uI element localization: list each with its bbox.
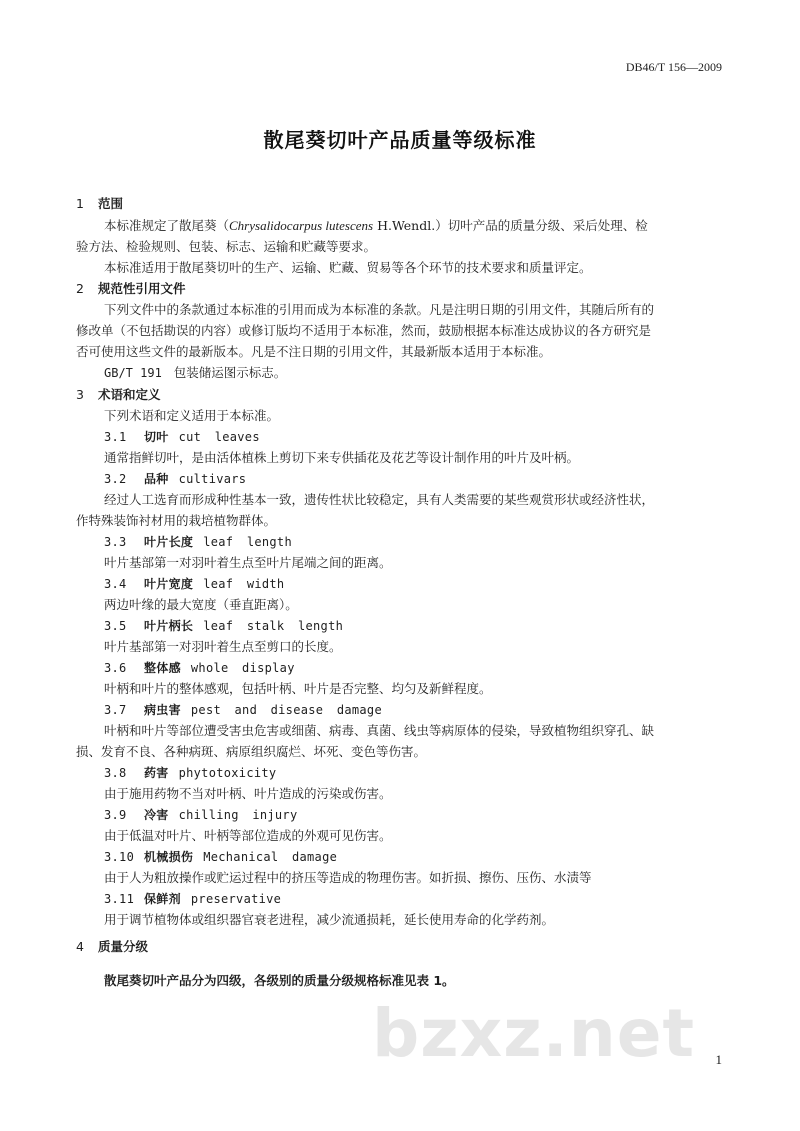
term-heading: 3.7 病虫害 pest and disease damage (104, 703, 382, 717)
site-watermark: bzxz.net (372, 995, 696, 1072)
term-heading: 3.2 品种 cultivars (104, 472, 247, 486)
term-heading: 3.1 切叶 cut leaves (104, 430, 260, 444)
term-definition: 经过人工选育而形成种性基本一致，遗传性状比较稳定，具有人类需要的某些观赏形状或经济性状， (104, 492, 655, 507)
term-heading: 3.5 叶片柄长 leaf stalk length (104, 619, 344, 633)
scope-paragraph-line: 本标准规定了散尾葵（Chrysalidocarpus lutescens H.Wendl.）切叶产品的质量分级、采后处理、检 (104, 218, 648, 233)
term-heading: 3.3 叶片长度 leaf length (104, 535, 292, 549)
section-heading-normative-references: 2 规范性引用文件 (76, 281, 186, 296)
term-heading: 3.6 整体感 whole display (104, 661, 295, 675)
scope-paragraph-line: 本标准适用于散尾葵切叶的生产、运输、贮藏、贸易等各个环节的技术要求和质量评定。 (104, 260, 592, 275)
term-heading: 3.8 药害 phytotoxicity (104, 766, 277, 780)
terms-intro: 下列术语和定义适用于本标准。 (104, 408, 280, 423)
reference-item (104, 363, 724, 383)
latin-species-name: Chrysalidocarpus lutescens (229, 218, 374, 233)
term-definition: 叶片基部第一对羽叶着生点至叶片尾端之间的距离。 (104, 555, 392, 570)
term-definition: 通常指鲜切叶，是由活体植株上剪切下来专供插花及花艺等设计制作用的叶片及叶柄。 (104, 450, 580, 465)
term-definition: 损、发育不良、各种病斑、病原组织腐烂、坏死、变色等伤害。 (76, 744, 427, 759)
term-heading: 3.10 机械损伤 Mechanical damage (104, 850, 338, 864)
page-number: 1 (715, 1052, 722, 1067)
document-code: DB46/T 156—2009 (625, 60, 722, 74)
section-heading-scope: 1 范围 (76, 196, 124, 211)
reference-code: GB/T 191 (104, 366, 162, 380)
section-heading-quality-grading: 4 质量分级 (76, 939, 149, 954)
scope-paragraph-line: 验方法、检验规则、包装、标志、运输和贮藏等要求。 (76, 239, 377, 254)
references-paragraph-line: 修改单（不包括勘误的内容）或修订版均不适用于本标准，然而，鼓励根据本标准达成协议的各方研究是 (76, 323, 652, 338)
reference-title: 包装储运图示标志。 (173, 365, 287, 380)
grading-paragraph: 散尾葵切叶产品分为四级，各级别的质量分级规格标准见表 1。 (104, 973, 455, 988)
term-definition: 作特殊装饰衬材用的栽培植物群体。 (76, 513, 277, 528)
references-paragraph-line: 下列文件中的条款通过本标准的引用而成为本标准的条款。凡是注明日期的引用文件，其随后所有的 (104, 302, 655, 317)
term-heading: 3.4 叶片宽度 leaf width (104, 577, 285, 591)
term-definition: 由于低温对叶片、叶柄等部位造成的外观可见伤害。 (104, 828, 392, 843)
term-definition: 由于人为粗放操作或贮运过程中的挤压等造成的物理伤害。如折损、擦伤、压伤、水渍等 (104, 870, 592, 885)
term-definition: 用于调节植物体或组织器官衰老进程，减少流通损耗，延长使用寿命的化学药剂。 (104, 912, 555, 927)
term-definition: 叶柄和叶片的整体感观，包括叶柄、叶片是否完整、均匀及新鲜程度。 (104, 681, 492, 696)
term-definition: 叶柄和叶片等部位遭受害虫危害或细菌、病毒、真菌、线虫等病原体的侵染，导致植物组织穿孔、缺 (104, 723, 655, 738)
term-heading: 3.9 冷害 chilling injury (104, 808, 298, 822)
term-definition: 由于施用药物不当对叶柄、叶片造成的污染或伤害。 (104, 786, 392, 801)
term-definition: 叶片基部第一对羽叶着生点至剪口的长度。 (104, 639, 342, 654)
section-heading-terms: 3 术语和定义 (76, 387, 161, 402)
references-paragraph-line: 否可使用这些文件的最新版本。凡是不注日期的引用文件，其最新版本适用于本标准。 (76, 344, 552, 359)
term-heading: 3.11 保鲜剂 preservative (104, 892, 282, 906)
document-title: 散尾葵切叶产品质量等级标准 (263, 128, 537, 152)
term-definition: 两边叶缘的最大宽度（垂直距离）。 (104, 597, 298, 612)
